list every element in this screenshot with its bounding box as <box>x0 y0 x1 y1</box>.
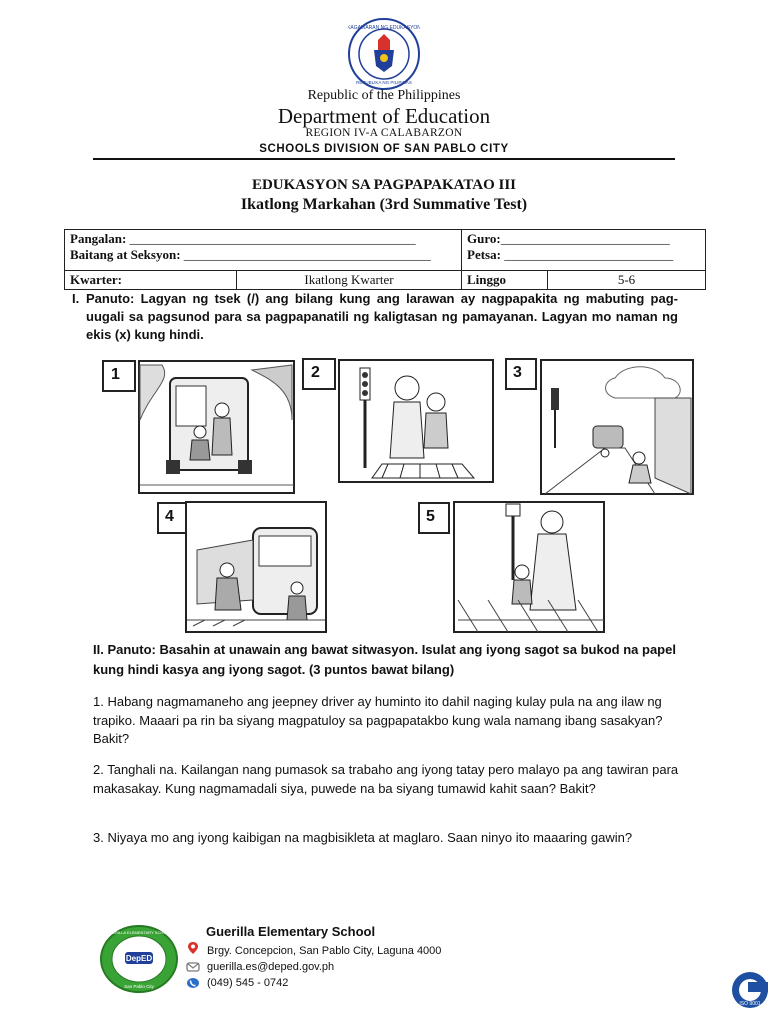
picture-4-bus <box>157 500 329 634</box>
picture-number-4: 4 <box>165 508 174 525</box>
seal-text-bottom: REPUBLIKA NG PILIPINAS <box>356 80 412 85</box>
picture-1-jeepney <box>102 360 296 494</box>
region-label: REGION IV-A CALABARZON <box>305 127 463 139</box>
school-seal-text: GUERILLA ELEMENTARY SCHOOL <box>106 930 172 935</box>
section-row[interactable] <box>70 247 456 263</box>
question-3: 3. Niyaya mo ang iyong kaibigan na magbisikleta at maglaro. Saan ninyo ito maaaring gawin? <box>93 830 633 845</box>
date-blank[interactable]: __________________________ <box>504 247 674 262</box>
school-phone: (049) 545 - 0742 <box>207 977 289 989</box>
phone-icon <box>186 976 200 988</box>
school-name: Guerilla Elementary School <box>206 924 376 939</box>
picture-number-5: 5 <box>426 508 435 525</box>
part2-text: Panuto: Basahin at unawain ang bawat sitwasyon. Isulat ang iyong sagot sa bukod na papel kung hindi kasya ang iyong sagot. (3 puntos bawat bilang) <box>93 642 676 677</box>
picture-number-2: 2 <box>311 364 320 381</box>
student-info-table <box>64 229 706 290</box>
subject-title: EDUKASYON SA PAGPAPAKATAO III <box>251 177 517 193</box>
name-row[interactable] <box>70 231 456 247</box>
teacher-blank[interactable]: __________________________ <box>500 231 670 246</box>
school-address: Brgy. Concepcion, San Pablo City, Laguna 4000 <box>207 945 442 957</box>
school-seal-logo: DepED <box>125 954 153 963</box>
certification-logo <box>728 968 768 1008</box>
date-label: Petsa: <box>467 247 501 262</box>
section-blank[interactable]: ______________________________________ <box>183 247 431 262</box>
department-title: Department of Education <box>277 104 491 128</box>
part1-number: I. <box>72 291 80 306</box>
name-blank[interactable]: ____________________________________________ <box>129 231 416 246</box>
part2-instruction <box>93 640 683 680</box>
school-seal-city: San Pablo City <box>124 984 154 989</box>
date-row[interactable] <box>467 247 700 263</box>
name-label: Pangalan: <box>70 231 127 246</box>
picture-5-pedestrian-lane <box>418 500 606 634</box>
teacher-row[interactable] <box>467 231 700 247</box>
location-pin-icon <box>186 941 200 953</box>
section-label: Baitang at Seksyon: <box>70 247 181 262</box>
division-label: SCHOOLS DIVISION OF SAN PABLO CITY <box>259 143 509 155</box>
republic-label: Republic of the Philippines <box>307 88 461 103</box>
picture-3-street <box>505 358 695 496</box>
picture-2-crossing <box>302 358 496 484</box>
certification-label: ISO 9001 <box>739 1001 761 1007</box>
part1-instruction <box>72 290 678 344</box>
picture-number-3: 3 <box>513 364 522 381</box>
header-divider <box>93 158 675 160</box>
school-seal <box>98 924 180 994</box>
school-email[interactable]: guerilla.es@deped.gov.ph <box>207 961 335 973</box>
deped-seal <box>348 18 420 90</box>
part1-text: Panuto: Lagyan ng tsek (/) ang bilang kung ang larawan ay nagpapakita ng mabuting pag-uugali sa pagsunod para sa pagpapanatili ng kaligtasan ng pamayanan. Lagyan mo naman ng ekis (x) kung hindi. <box>86 291 678 342</box>
email-icon <box>186 960 200 972</box>
part2-number: II. <box>93 642 104 657</box>
seal-text-top: KAGAWARAN NG EDUKASYON <box>348 25 420 31</box>
teacher-label: Guro: <box>467 231 501 246</box>
quarter-label: Kwarter: <box>65 271 237 289</box>
question-1: 1. Habang nagmamaneho ang jeepney driver ay huminto ito dahil naging kulay pula na ang ilaw ng trapiko. Maaari pa rin ba siyang magpatuloy sa pagpapatakbo kung wala namang ibang sasakyan? Bakit? <box>93 694 663 746</box>
quarter-value: Ikatlong Kwarter <box>237 271 462 289</box>
picture-number-1: 1 <box>111 366 120 383</box>
question-2: 2. Tanghali na. Kailangan nang pumasok sa trabaho ang iyong tatay pero malayo pa ang tawiran para makasakay. Kung nagmamadali siya, puwede na ba siyang tumawid kahit saan? Bakit? <box>93 762 679 796</box>
week-value: 5-6 <box>617 272 636 287</box>
week-label: Linggo <box>462 271 548 289</box>
test-title: Ikatlong Markahan (3rd Summative Test) <box>240 196 528 213</box>
